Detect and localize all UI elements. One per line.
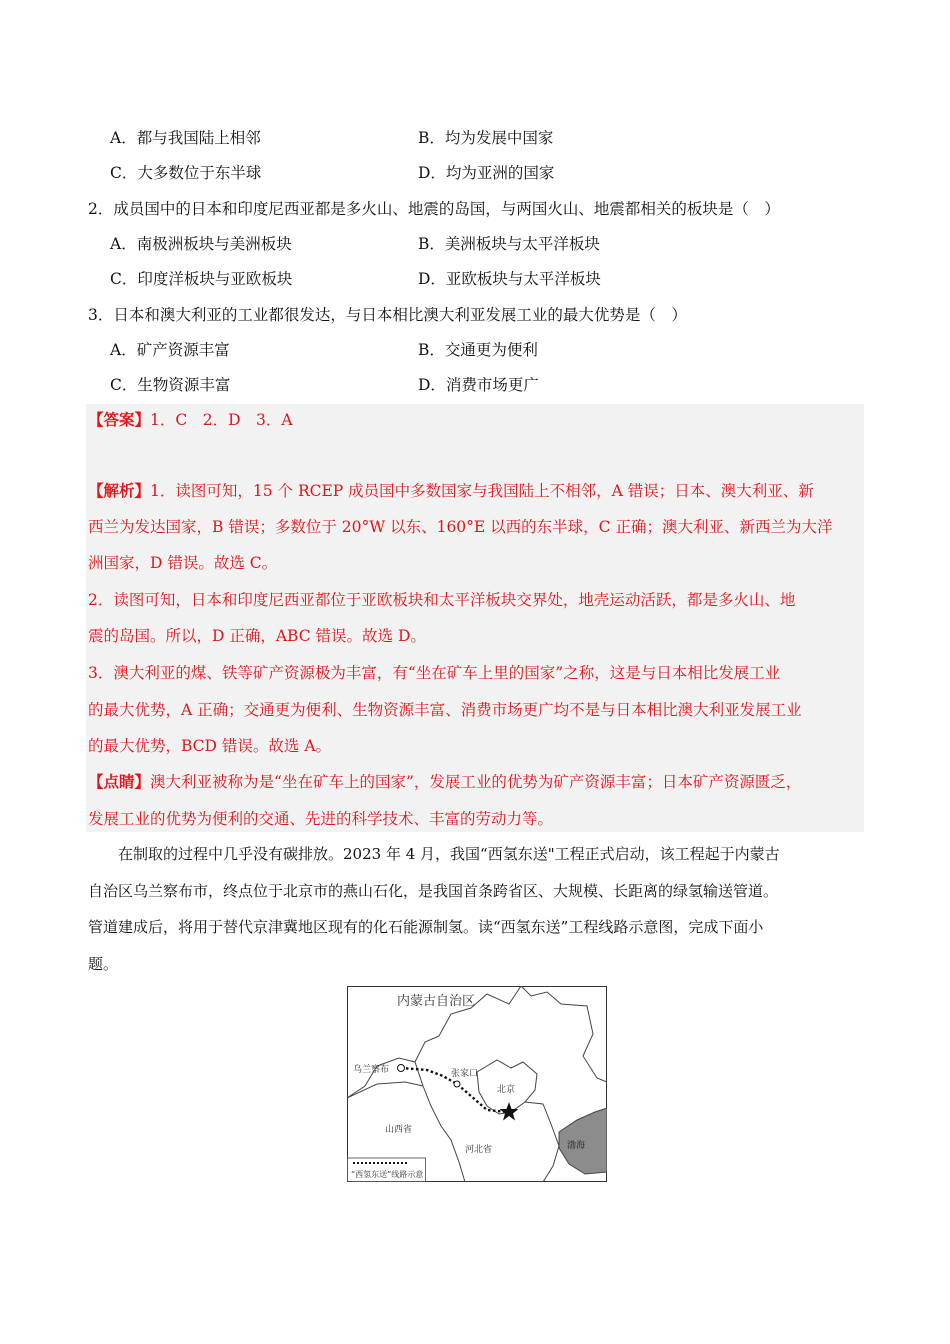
label-beijing: 北京 [497, 1085, 516, 1095]
analysis-line-6: 3．澳大利亚的煤、铁等矿产资源极为丰富，有“坐在矿车上里的国家”之称，这是与日本相比发展工业 [88, 664, 781, 682]
tip-line-1 [88, 771, 801, 793]
q2-option-a: A．南极洲板块与美洲板块 [110, 235, 292, 253]
answer-line [88, 409, 293, 431]
analysis-line-5: 震的岛国。所以，D 正确，ABC 错误。故选 D。 [88, 627, 426, 645]
map-title: 内蒙古自治区 [397, 994, 476, 1009]
tip-line-2: 发展工业的优势为便利的交通、先进的科学技术、丰富的劳动力等。 [88, 810, 554, 828]
label-shanxi: 山西省 [385, 1125, 413, 1135]
q2-stem: 2．成员国中的日本和印度尼西亚都是多火山、地震的岛国，与两国火山、地震都相关的板块是（ ） [88, 200, 780, 218]
label-bohai: 渤海 [567, 1141, 586, 1151]
answer-panel [86, 404, 864, 832]
q2-option-d: D．亚欧板块与太平洋板块 [418, 270, 601, 288]
analysis-line-3: 洲国家，D 错误。故选 C。 [88, 554, 278, 572]
legend-label: “西氢东送”线路示意 [351, 1170, 424, 1179]
zhangjiakou-marker [454, 1081, 460, 1087]
q3-option-d: D．消费市场更广 [418, 376, 539, 394]
q1-option-d: D．均为亚洲的国家 [418, 164, 555, 182]
analysis-tag: 【解析】 [88, 481, 151, 500]
label-zhangjiakou: 张家口 [451, 1069, 479, 1079]
analysis-line-1 [88, 480, 814, 502]
passage-line-2: 自治区乌兰察布市，终点位于北京市的燕山石化，是我国首条跨省区、大规模、长距离的绿氢输送管道。 [88, 882, 779, 900]
answer-text: 1．C 2．D 3．A [150, 411, 293, 429]
q2-option-b: B．美洲板块与太平洋板块 [418, 235, 600, 253]
q3-option-c: C．生物资源丰富 [110, 376, 231, 394]
wulanchabu-marker [398, 1065, 405, 1072]
tip-text-1: 澳大利亚被称为是“坐在矿车上的国家”，发展工业的优势为矿产资源丰富；日本矿产资源匮乏， [150, 773, 802, 791]
q1-option-b: B．均为发展中国家 [418, 129, 554, 147]
passage-line-3: 管道建成后，将用于替代京津冀地区现有的化石能源制氢。读“西氢东送”工程线路示意图，完成下面小 [88, 918, 764, 936]
q1-option-a: A．都与我国陆上相邻 [110, 129, 261, 147]
passage-line-4: 题。 [88, 955, 119, 973]
tip-tag: 【点睛】 [88, 772, 151, 791]
analysis-text-1: 1．读图可知，15 个 RCEP 成员国中多数国家与我国陆上不相邻，A 错误；日本、澳大利亚、新 [150, 482, 814, 500]
analysis-line-8: 的最大优势，BCD 错误。故选 A。 [88, 737, 332, 755]
label-wulanchabu: 乌兰察布 [353, 1065, 390, 1075]
analysis-line-4: 2．读图可知，日本和印度尼西亚都位于亚欧板块和太平洋板块交界处，地壳运动活跃，都是多火山、地 [88, 591, 796, 609]
q3-option-b: B．交通更为便利 [418, 341, 538, 359]
q3-stem: 3．日本和澳大利亚的工业都很发达，与日本相比澳大利亚发展工业的最大优势是（ ） [88, 306, 687, 324]
pipeline-map [347, 986, 607, 1182]
label-hebei: 河北省 [465, 1145, 493, 1155]
passage-line-1: 在制取的过程中几乎没有碳排放。2023 年 4 月，我国“西氢东送"工程正式启动，该工程起于内蒙古 [118, 845, 780, 863]
analysis-line-2: 西兰为发达国家，B 错误；多数位于 20°W 以东、160°E 以西的东半球，C 正确；澳大利亚、新西兰为大洋 [88, 518, 833, 536]
q1-option-c: C．大多数位于东半球 [110, 164, 262, 182]
answer-tag: 【答案】 [88, 410, 151, 429]
q3-option-a: A．矿产资源丰富 [110, 341, 230, 359]
q2-option-c: C．印度洋板块与亚欧板块 [110, 270, 293, 288]
analysis-line-7: 的最大优势，A 正确；交通更为便利、生物资源丰富、消费市场更广均不是与日本相比澳大利亚发展工业 [88, 701, 802, 719]
